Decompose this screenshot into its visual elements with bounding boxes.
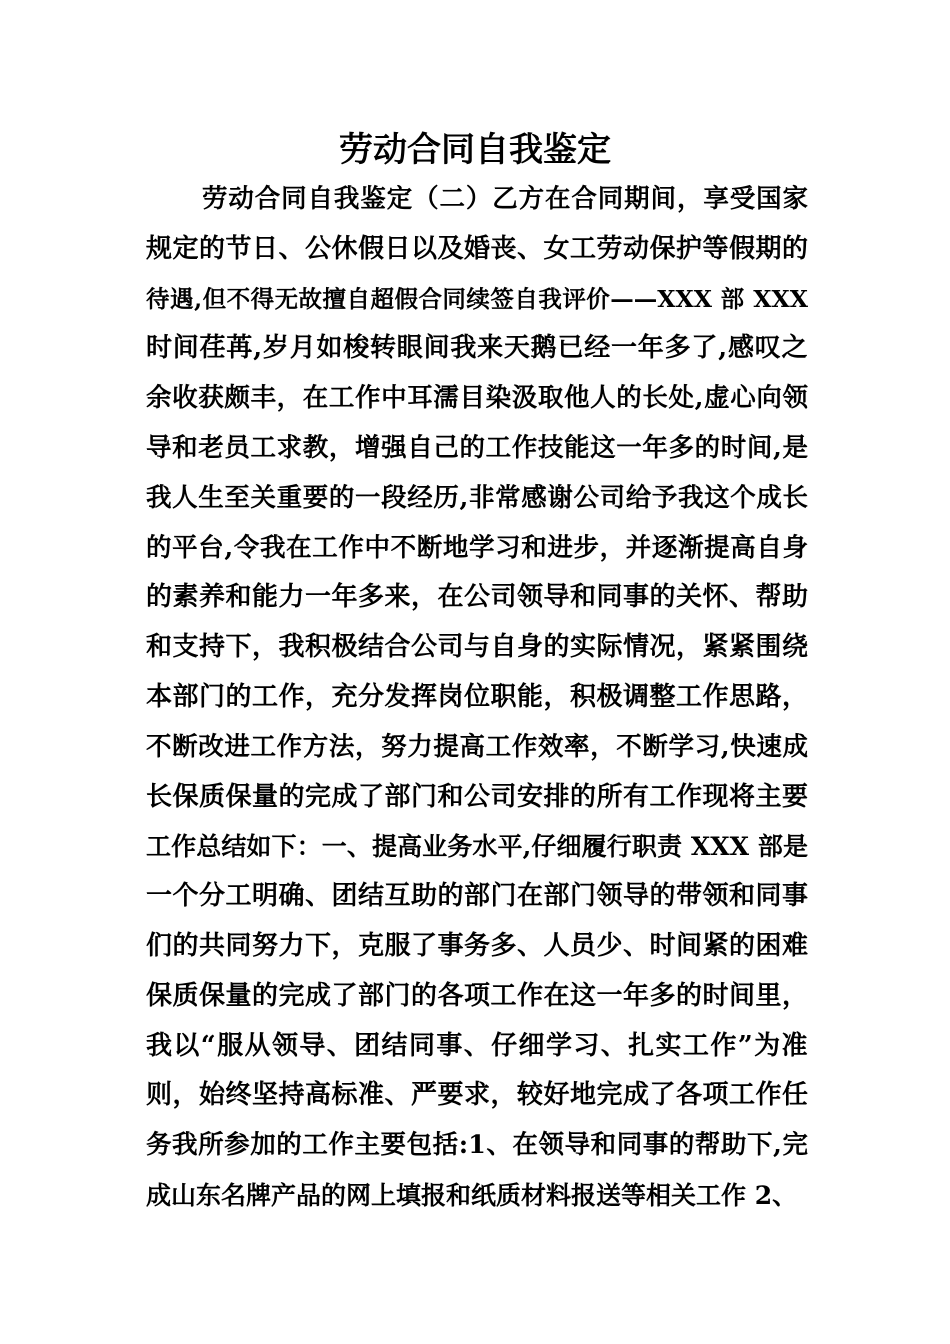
body-line: 劳动合同自我鉴定（二）乙方在合同期间，享受国家 <box>202 184 808 214</box>
body-line: 成山东名牌产品的网上填报和纸质材料报送等相关工作 2、 <box>146 1180 798 1210</box>
body-line: 和支持下，我积极结合公司与自身的实际情况，紧紧围绕 <box>146 632 809 663</box>
body-line: 我人生至关重要的一段经历,非常感谢公司给予我这个成长 <box>146 482 808 513</box>
body-line: 导和老员工求教，增强自己的工作技能这一年多的时间,是 <box>146 432 808 463</box>
body-line: 长保质保量的完成了部门和公司安排的所有工作现将主要 <box>146 781 809 812</box>
body-line: 我以“服从领导、团结同事、仔细学习、扎实工作”为准 <box>146 1030 808 1061</box>
body-line: 们的共同努力下，克服了事务多、人员少、时间紧的困难 <box>146 930 809 961</box>
body-line: 待遇,但不得无故擅自超假合同续签自我评价——XXX 部 XXX <box>146 284 808 313</box>
body-line: 时间荏苒,岁月如梭转眼间我来天鹅已经一年多了,感叹之 <box>146 333 808 364</box>
body-line: 的平台,令我在工作中不断地学习和进步，并逐渐提高自身 <box>146 532 808 563</box>
body-line: 保质保量的完成了部门的各项工作在这一年多的时间里， <box>146 980 809 1011</box>
body-line: 务我所参加的工作主要包括:1、在领导和同事的帮助下,完 <box>146 1130 808 1161</box>
document-title: 劳动合同自我鉴定 <box>339 130 611 170</box>
body-line: 余收获颇丰，在工作中耳濡目染汲取他人的长处,虚心向领 <box>146 383 808 414</box>
document-body <box>146 175 808 1221</box>
body-line: 一个分工明确、团结互助的部门在部门领导的带领和同事 <box>146 881 809 912</box>
body-line: 不断改进工作方法，努力提高工作效率，不断学习,快速成 <box>146 731 808 762</box>
body-line: 本部门的工作，充分发挥岗位职能，积极调整工作思路， <box>146 681 809 712</box>
body-line: 规定的节日、公休假日以及婚丧、女工劳动保护等假期的 <box>146 233 809 264</box>
body-line: 则，始终坚持高标准、严要求，较好地完成了各项工作任 <box>146 1080 809 1111</box>
body-line: 的素养和能力一年多来，在公司领导和同事的关怀、帮助 <box>146 582 809 613</box>
body-line: 工作总结如下：一、提高业务水平,仔细履行职责 XXX 部是 <box>146 832 808 862</box>
